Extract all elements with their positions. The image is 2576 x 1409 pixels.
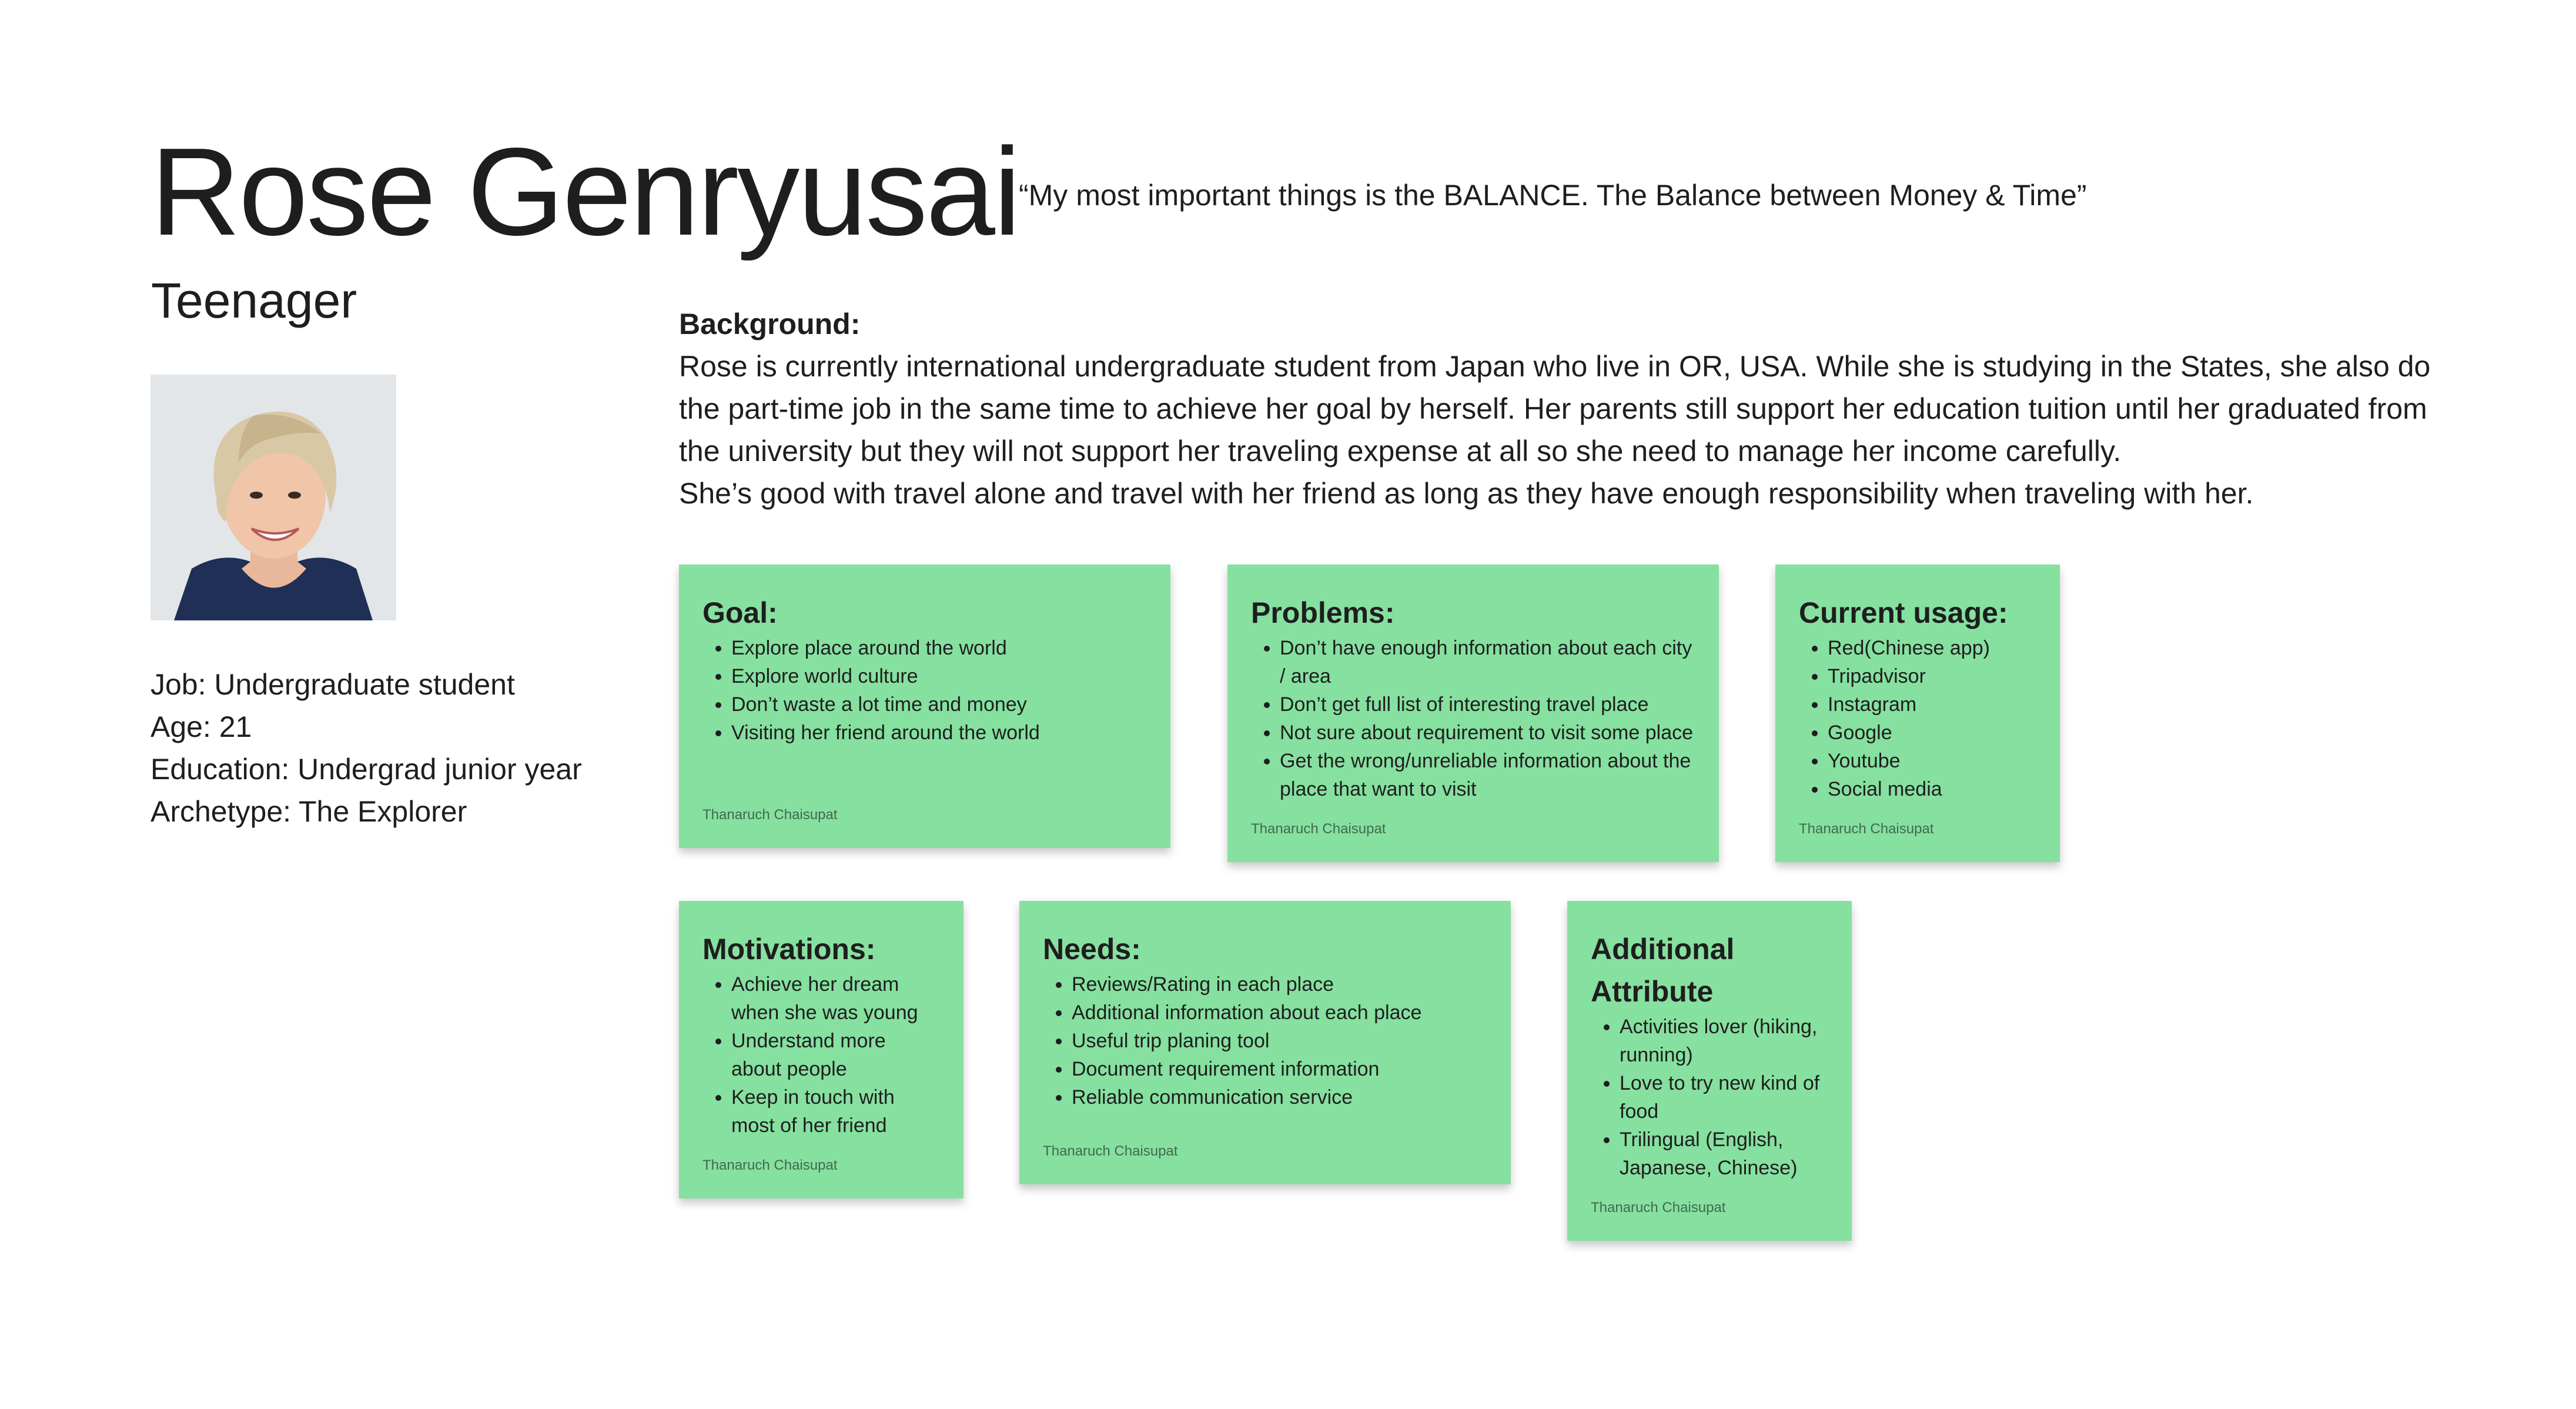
fact-age: Age: 21 bbox=[150, 710, 252, 743]
note-title: Problems: bbox=[1251, 596, 1395, 629]
list-item: • Google bbox=[1828, 719, 2036, 747]
note-author: Thanaruch Chaisupat bbox=[1251, 821, 1386, 837]
persona-facts bbox=[150, 663, 582, 833]
fact-archetype: Archetype: The Explorer bbox=[150, 795, 467, 828]
list-item: • Explore place around the world bbox=[731, 634, 1147, 662]
list-item: • Keep in touch with most of her friend bbox=[731, 1083, 940, 1140]
note-author: Thanaruch Chaisupat bbox=[1043, 1143, 1178, 1159]
list-item: • Get the wrong/unreliable information about the place that want to visit bbox=[1280, 747, 1695, 803]
list-item: • Red(Chinese app) bbox=[1828, 634, 2036, 662]
note-title: Additional Attribute bbox=[1591, 933, 1735, 1008]
list-item: • Reliable communication service bbox=[1072, 1083, 1487, 1111]
list-item: • Don’t get full list of interesting travel place bbox=[1280, 690, 1695, 719]
list-item: • Don’t waste a lot time and money bbox=[731, 690, 1147, 719]
note-author: Thanaruch Chaisupat bbox=[1799, 821, 1934, 837]
list-item: • Don’t have enough information about each city / area bbox=[1280, 634, 1695, 690]
list-item: • Activities lover (hiking, running) bbox=[1620, 1013, 1828, 1069]
note-title: Needs: bbox=[1043, 933, 1141, 966]
list-item: • Understand more about people bbox=[731, 1027, 940, 1083]
portrait-image bbox=[150, 375, 396, 620]
list-item: • Achieve her dream when she was young bbox=[731, 970, 940, 1027]
list-item: • Reviews/Rating in each place bbox=[1072, 970, 1487, 999]
list-item: • Visiting her friend around the world bbox=[731, 719, 1147, 747]
fact-job: Job: Undergraduate student bbox=[150, 668, 515, 701]
list-item: • Trilingual (English, Japanese, Chinese) bbox=[1620, 1126, 1828, 1182]
list-item: • Useful trip planing tool bbox=[1072, 1027, 1487, 1055]
list-item: • Love to try new kind of food bbox=[1620, 1069, 1828, 1126]
background-title: Background: bbox=[679, 308, 861, 340]
list-item: • Instagram bbox=[1828, 690, 2036, 719]
note-title: Current usage: bbox=[1799, 596, 2008, 629]
list-item: • Youtube bbox=[1828, 747, 2036, 775]
sticky-note-needs[interactable] bbox=[1019, 901, 1511, 1184]
list-item: • Social media bbox=[1828, 775, 2036, 803]
list-item: • Additional information about each place bbox=[1072, 999, 1487, 1027]
note-list bbox=[1043, 970, 1487, 1111]
list-item: • Explore world culture bbox=[731, 662, 1147, 690]
sticky-note-goal[interactable] bbox=[679, 565, 1170, 848]
note-title: Goal: bbox=[702, 596, 778, 629]
note-list bbox=[702, 634, 1147, 747]
background-text bbox=[679, 345, 2472, 515]
note-list bbox=[702, 970, 940, 1140]
list-item: • Not sure about requirement to visit some place bbox=[1280, 719, 1695, 747]
sticky-note-motivations[interactable] bbox=[679, 901, 964, 1198]
sticky-note-current-usage[interactable] bbox=[1775, 565, 2060, 862]
background-paragraph: She’s good with travel alone and travel with her friend as long as they have enough responsibility when traveling with her. bbox=[679, 477, 2254, 510]
note-list bbox=[1251, 634, 1695, 803]
sticky-note-problems[interactable] bbox=[1227, 565, 1719, 862]
note-author: Thanaruch Chaisupat bbox=[702, 1157, 838, 1173]
persona-quote: “My most important things is the BALANCE. The Balance between Money & Time” bbox=[1019, 179, 2087, 212]
sticky-note-additional-attribute[interactable] bbox=[1567, 901, 1852, 1241]
note-list bbox=[1799, 634, 2036, 803]
note-title: Motivations: bbox=[702, 933, 876, 966]
persona-name: Rose Genryusai bbox=[150, 122, 1020, 261]
background-paragraph: Rose is currently international undergraduate student from Japan who live in OR, USA. While she is studying in the States, she also do the part-time job in the same time to achieve her goal by herself. Her parents still support her education tuition until her graduated from the university but they will not support her traveling expense at all so she need to manage her income carefully. bbox=[679, 350, 2431, 468]
persona-role: Teenager bbox=[151, 273, 357, 328]
note-author: Thanaruch Chaisupat bbox=[702, 807, 838, 823]
persona-photo bbox=[150, 375, 396, 620]
list-item: • Document requirement information bbox=[1072, 1055, 1487, 1083]
note-list bbox=[1591, 1013, 1828, 1182]
note-author: Thanaruch Chaisupat bbox=[1591, 1200, 1726, 1216]
list-item: • Tripadvisor bbox=[1828, 662, 2036, 690]
fact-education: Education: Undergrad junior year bbox=[150, 753, 582, 786]
